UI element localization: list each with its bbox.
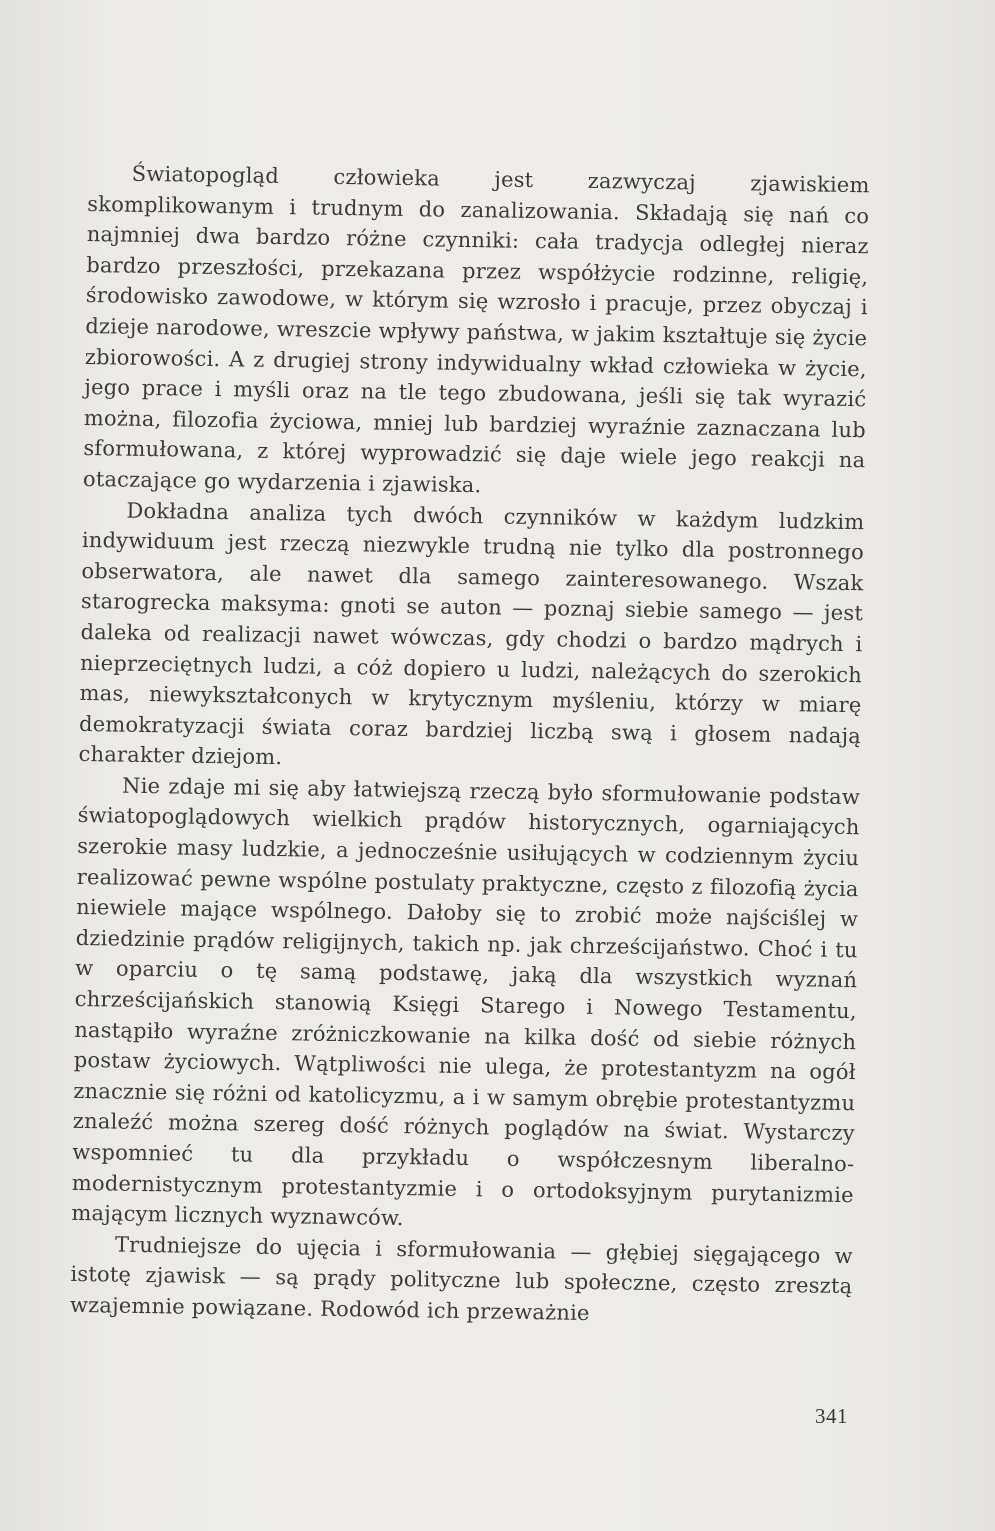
page-number: 341 bbox=[815, 1404, 848, 1428]
paragraph-2: Dokładna analiza tych dwóch czynników w każdym ludzkim indywiduum jest rzeczą niezwykle trudną nie tylko dla postronnego obserwatora, ale nawet dla samego zainteresowanego. Wszak starogrecka maksyma: gnoti se auton — poznaj siebie samego — jest daleka od realizacji nawet wówczas, gdy chodzi o bardzo mądrych i nieprzeciętnych ludzi, a cóż dopiero u ludzi, należących do szerokich mas, niewykształconych w krytycznym myśleniu, którzy w miarę demokratyzacji świata coraz bardziej liczbą swą i głosem nadają charakter dziejom. bbox=[78, 498, 865, 770]
paragraph-3: Nie zdaje mi się aby łatwiejszą rzeczą było sformułowanie podstaw światopoglądowych wielkich prądów historycznych, ogarniających szerokie masy ludzkie, a jednocześnie usiłujących w codziennym życiu realizować pewne wspólne postulaty praktyczne, często z filozofią życia niewiele mające wspólnego. Dałoby się to zrobić może najściślej w dziedzinie prądów religijnych, takich np. jak chrześcijaństwo. Choć i tu w oparciu o tę samą podstawę, jaką dla wszystkich wyznań chrześcijańskich stanowią Księgi Starego i Nowego Testamentu, nastąpiło wyraźne zróżniczkowanie na kilka dość od siebie różnych postaw życiowych. Wątpliwości nie ulega, że protestantyzm na ogół znacznie się różni od katolicyzmu, a i w samym obrębie protestantyzmu znaleźć można szereg dość różnych poglądów na świat. Wystarczy wspomnieć tu dla przykładu o współczesnym liberalno-modernistycznym protestantyzmie i o ortodoksyjnym purytanizmie mającym licznych wyznawców. bbox=[71, 773, 861, 1231]
paragraph-4: Trudniejsze do ujęcia i sformułowania — głębiej sięgającego w istotę zjawisk — są prądy polityczne lub społeczne, często zresztą wzajemnie powiązane. Rodowód ich przeważnie bbox=[69, 1232, 854, 1325]
paragraph-1: Światopogląd człowieka jest zazwyczaj zjawiskiem skomplikowanym i trudnym do zanalizowania. Składają się nań co najmniej dwa bardzo różne czynniki: cała tradycja odległej nieraz bardzo przeszłości, przekazana przez współżycie rodzinne, religię, środowisko zawodowe, w którym się wzrosło i pracuje, przez obyczaj i dzieje narodowe, wreszcie wpływy państwa, w jakim kształtuje się życie zbiorowości. A z drugiej strony indywidualny wkład człowieka w życie, jego prace i myśli oraz na tle tego zbudowana, jeśli się tak wyrazić można, filozofia życiowa, mniej lub bardziej wyraźnie zaznaczana lub sformułowana, z której wyprowadzić się daje wiele jego reakcji na otaczające go wydarzenia i zjawiska. bbox=[82, 161, 870, 498]
body-text bbox=[70, 158, 870, 1333]
